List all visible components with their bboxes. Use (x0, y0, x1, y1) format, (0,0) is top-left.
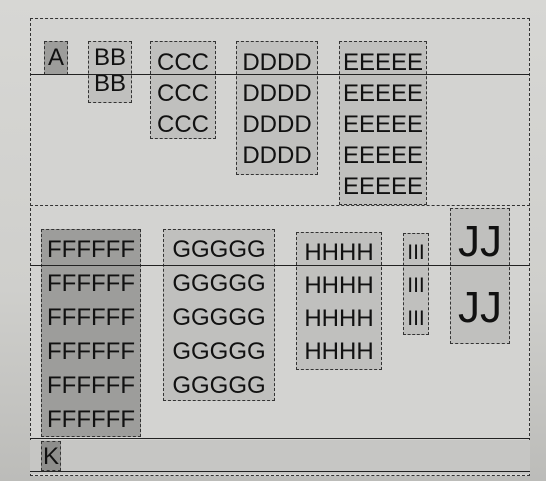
item-e-line-5: EEEEE (342, 173, 424, 200)
item-d-line-3: DDDD (242, 111, 312, 138)
row-3-strip (30, 440, 530, 474)
item-e-line-1: EEEEE (342, 49, 424, 76)
box-k: K (43, 443, 60, 470)
item-j-line-2: JJ (458, 283, 502, 332)
item-c-line-2: CCC (157, 80, 209, 107)
item-f-line-6: FFFFFF (47, 406, 135, 433)
item-i-line-1: III (407, 241, 425, 264)
item-a-line-1: A (47, 44, 64, 71)
item-i-line-3: III (407, 307, 425, 330)
box-e (339, 41, 427, 205)
item-c-line-3: CCC (157, 111, 209, 138)
item-i-line-2: III (407, 274, 425, 297)
item-g-line-1: GGGGG (172, 236, 266, 263)
item-d-line-2: DDDD (242, 80, 312, 107)
baseline-row-1 (30, 74, 530, 75)
item-g-line-4: GGGGG (172, 338, 266, 365)
box-b (88, 41, 132, 103)
item-f-line-2: FFFFFF (47, 270, 135, 297)
item-g-line-2: GGGGG (172, 270, 266, 297)
baseline-row-2 (30, 265, 530, 266)
row-divider-2 (30, 438, 530, 439)
box-i (403, 233, 429, 335)
item-h-line-3: HHHH (304, 305, 374, 332)
item-h-line-1: HHHH (304, 239, 374, 266)
item-b-line-2: BB (93, 70, 126, 97)
row-divider-1 (30, 205, 530, 206)
item-g-line-5: GGGGG (172, 372, 266, 399)
item-h-line-4: HHHH (304, 338, 374, 365)
item-f-line-4: FFFFFF (47, 338, 135, 365)
item-f-line-1: FFFFFF (47, 236, 135, 263)
box-g (163, 229, 275, 401)
item-e-line-3: EEEEE (342, 111, 424, 138)
item-e-line-4: EEEEE (342, 142, 424, 169)
box-c (150, 41, 216, 139)
item-e-line-2: EEEEE (342, 80, 424, 107)
item-f-line-3: FFFFFF (47, 304, 135, 331)
item-h-line-2: HHHH (304, 272, 374, 299)
item-g-line-3: GGGGG (172, 304, 266, 331)
item-c-line-1: CCC (157, 49, 209, 76)
box-h (296, 232, 382, 370)
box-d (236, 41, 318, 175)
item-f-line-5: FFFFFF (47, 372, 135, 399)
box-a (44, 41, 68, 75)
item-j-line-1: JJ (458, 217, 502, 266)
item-d-line-4: DDDD (242, 142, 312, 169)
baseline-row-3 (30, 471, 530, 472)
box-j (450, 208, 510, 344)
item-b-line-1: BB (93, 44, 126, 71)
box-f (41, 229, 141, 437)
item-d-line-1: DDDD (242, 49, 312, 76)
